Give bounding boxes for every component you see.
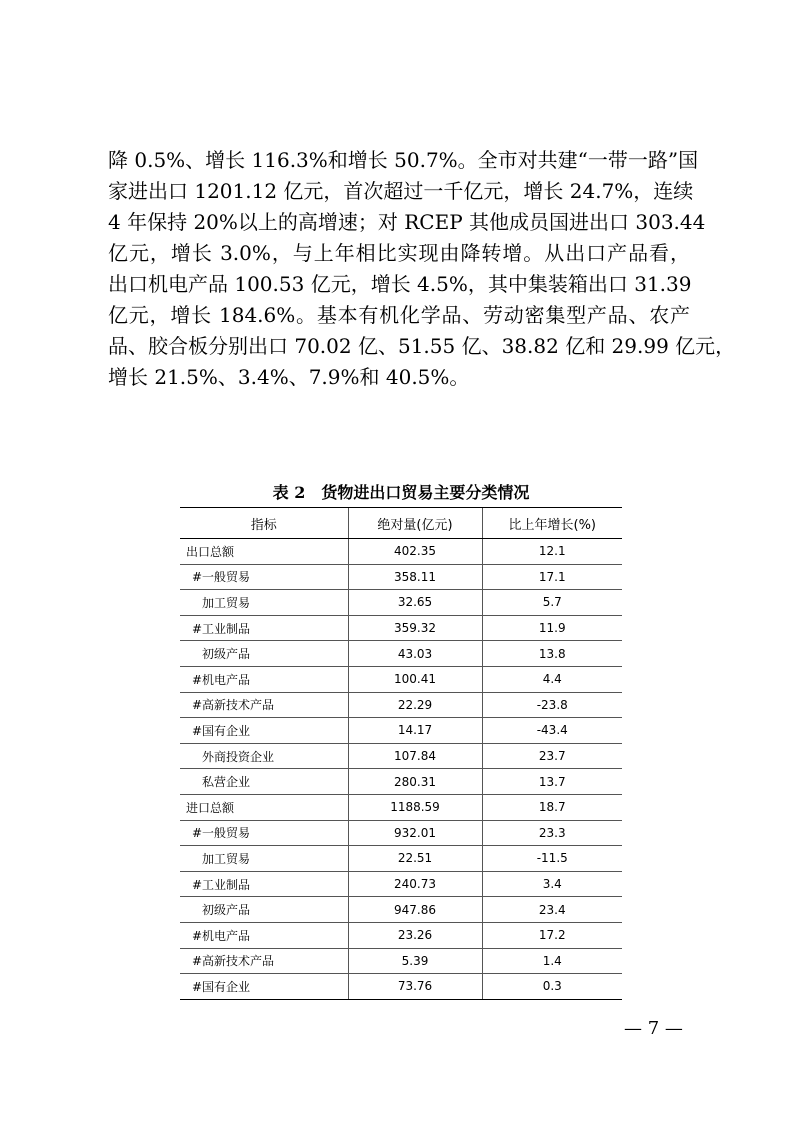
- row-value: 22.29: [348, 692, 482, 718]
- row-name: #高新技术产品: [180, 948, 348, 974]
- table-row: [180, 769, 622, 795]
- row-growth: 11.9: [482, 615, 622, 641]
- row-growth: 13.7: [482, 769, 622, 795]
- row-name: #高新技术产品: [180, 692, 348, 718]
- header-growth: 比上年增长(%): [482, 508, 622, 539]
- row-growth: 17.2: [482, 922, 622, 948]
- table-row: [180, 692, 622, 718]
- page-number: — 7 —: [624, 1018, 683, 1039]
- row-growth: 3.4: [482, 871, 622, 897]
- row-name: #工业制品: [180, 871, 348, 897]
- row-name: 加工贸易: [180, 846, 348, 872]
- table-row: [180, 718, 622, 744]
- row-growth: -43.4: [482, 718, 622, 744]
- table-row: [180, 948, 622, 974]
- table-caption: 表 2 货物进出口贸易主要分类情况: [272, 483, 530, 502]
- paragraph-line: 4 年保持 20%以上的高增速；对 RCEP 其他成员国进出口 303.44: [108, 210, 706, 234]
- row-growth: -11.5: [482, 846, 622, 872]
- table-row: [180, 590, 622, 616]
- paragraph-line: 出口机电产品 100.53 亿元，增长 4.5%，其中集装箱出口 31.39: [108, 272, 692, 296]
- row-name: #机电产品: [180, 922, 348, 948]
- row-value: 5.39: [348, 948, 482, 974]
- table-row: [180, 564, 622, 590]
- row-value: 359.32: [348, 615, 482, 641]
- table-row: [180, 820, 622, 846]
- row-value: 32.65: [348, 590, 482, 616]
- row-growth: 0.3: [482, 974, 622, 1000]
- table-row: [180, 871, 622, 897]
- row-name: #一般贸易: [180, 564, 348, 590]
- paragraph-line: 家进出口 1201.12 亿元，首次超过一千亿元，增长 24.7%，连续: [108, 179, 694, 203]
- row-name: #工业制品: [180, 615, 348, 641]
- row-name: 出口总额: [180, 539, 348, 565]
- paragraph-line: 亿元，增长 184.6%。基本有机化学品、劳动密集型产品、农产: [108, 303, 690, 327]
- row-name: 进口总额: [180, 794, 348, 820]
- row-growth: 1.4: [482, 948, 622, 974]
- row-growth: 13.8: [482, 641, 622, 667]
- row-name: #国有企业: [180, 974, 348, 1000]
- row-growth: 12.1: [482, 539, 622, 565]
- row-growth: 17.1: [482, 564, 622, 590]
- row-value: 107.84: [348, 743, 482, 769]
- row-value: 43.03: [348, 641, 482, 667]
- row-growth: 18.7: [482, 794, 622, 820]
- row-growth: 23.4: [482, 897, 622, 923]
- row-name: 加工贸易: [180, 590, 348, 616]
- table-row: [180, 846, 622, 872]
- table-row: [180, 897, 622, 923]
- row-name: 外商投资企业: [180, 743, 348, 769]
- header-indicator: 指标: [180, 508, 348, 539]
- table-row: [180, 922, 622, 948]
- row-growth: 5.7: [482, 590, 622, 616]
- paragraph-line: 品、胶合板分别出口 70.02 亿、51.55 亿、38.82 亿和 29.99 亿元，: [108, 334, 736, 358]
- row-value: 280.31: [348, 769, 482, 795]
- row-value: 240.73: [348, 871, 482, 897]
- trade-table: [180, 507, 622, 1000]
- table-row: [180, 539, 622, 565]
- row-value: 22.51: [348, 846, 482, 872]
- row-name: #机电产品: [180, 666, 348, 692]
- row-growth: 23.7: [482, 743, 622, 769]
- table-row: [180, 743, 622, 769]
- row-name: #一般贸易: [180, 820, 348, 846]
- row-value: 73.76: [348, 974, 482, 1000]
- row-value: 100.41: [348, 666, 482, 692]
- row-value: 932.01: [348, 820, 482, 846]
- table-row: [180, 615, 622, 641]
- table-header-row: [180, 508, 622, 539]
- table-row: [180, 666, 622, 692]
- header-value: 绝对量(亿元): [348, 508, 482, 539]
- row-growth: -23.8: [482, 692, 622, 718]
- paragraph-line: 增长 21.5%、3.4%、7.9%和 40.5%。: [108, 365, 470, 389]
- row-growth: 23.3: [482, 820, 622, 846]
- row-value: 23.26: [348, 922, 482, 948]
- row-value: 14.17: [348, 718, 482, 744]
- row-value: 947.86: [348, 897, 482, 923]
- row-name: 初级产品: [180, 641, 348, 667]
- row-growth: 4.4: [482, 666, 622, 692]
- row-name: 私营企业: [180, 769, 348, 795]
- row-name: 初级产品: [180, 897, 348, 923]
- row-name: #国有企业: [180, 718, 348, 744]
- row-value: 358.11: [348, 564, 482, 590]
- table-row: [180, 974, 622, 1000]
- row-value: 402.35: [348, 539, 482, 565]
- paragraph-line: 亿元，增长 3.0%，与上年相比实现由降转增。从出口产品看，: [108, 241, 690, 265]
- paragraph-line: 降 0.5%、增长 116.3%和增长 50.7%。全市对共建“一带一路”国: [108, 148, 699, 172]
- table-row: [180, 794, 622, 820]
- row-value: 1188.59: [348, 794, 482, 820]
- body-paragraph: [108, 145, 736, 393]
- table-row: [180, 641, 622, 667]
